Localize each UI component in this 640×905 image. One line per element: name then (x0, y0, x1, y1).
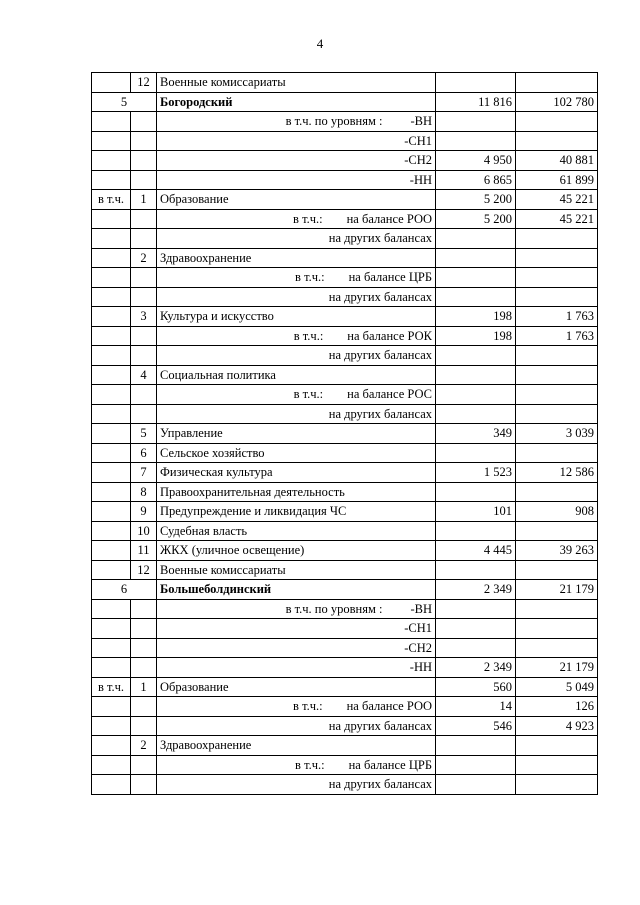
value-cell-2: 45 221 (516, 209, 598, 229)
table-row (92, 248, 598, 268)
item-label-cell: Военные комиссариаты (157, 560, 436, 580)
item-number-cell (131, 775, 157, 795)
value-cell-1: 5 200 (436, 190, 516, 210)
sub-label-text: на балансе РОС (347, 387, 432, 402)
item-number-cell (131, 716, 157, 736)
sub-label-text: на балансе РОК (347, 328, 432, 343)
value-cell-1 (436, 638, 516, 658)
value-cell-1 (436, 73, 516, 93)
value-cell-1: 198 (436, 326, 516, 346)
item-label-cell: Сельское хозяйство (157, 443, 436, 463)
value-cell-2 (516, 482, 598, 502)
prefix-cell (92, 131, 131, 151)
item-number-cell (131, 638, 157, 658)
table-row (92, 619, 598, 639)
prefix-cell (92, 638, 131, 658)
item-number-cell: 5 (131, 424, 157, 444)
value-cell-2: 126 (516, 697, 598, 717)
sub-label-text: на других балансах (328, 406, 432, 421)
prefix-cell (92, 424, 131, 444)
item-number-cell (131, 326, 157, 346)
table-row (92, 697, 598, 717)
item-number-cell (131, 346, 157, 366)
table-row (92, 404, 598, 424)
prefix-cell (92, 502, 131, 522)
sub-label-prefix: в т.ч.: (293, 387, 324, 402)
prefix-cell (92, 541, 131, 561)
table-row (92, 677, 598, 697)
table-row (92, 638, 598, 658)
table-row (92, 424, 598, 444)
value-cell-1: 5 200 (436, 209, 516, 229)
prefix-cell (92, 112, 131, 132)
sub-label-cell (157, 346, 436, 366)
table-row (92, 463, 598, 483)
table-row (92, 658, 598, 678)
table-row (92, 560, 598, 580)
prefix-cell (92, 229, 131, 249)
sub-label-text: -НН (409, 660, 432, 675)
value-cell-2: 21 179 (516, 580, 598, 600)
sub-label-prefix: в т.ч.: (295, 757, 325, 772)
value-cell-1: 101 (436, 502, 516, 522)
sub-label-cell (157, 404, 436, 424)
table-row (92, 736, 598, 756)
value-cell-1 (436, 365, 516, 385)
value-cell-2 (516, 599, 598, 619)
value-cell-1 (436, 346, 516, 366)
table-row (92, 521, 598, 541)
prefix-cell (92, 151, 131, 171)
table-row (92, 541, 598, 561)
value-cell-2 (516, 385, 598, 405)
sub-label-cell (157, 697, 436, 717)
sub-label-text: на балансе ЦРБ (348, 757, 432, 772)
table-row (92, 190, 598, 210)
item-number-cell (131, 112, 157, 132)
item-number-cell: 9 (131, 502, 157, 522)
item-label-cell: Судебная власть (157, 521, 436, 541)
value-cell-1: 546 (436, 716, 516, 736)
prefix-cell (92, 755, 131, 775)
table-row (92, 580, 598, 600)
value-cell-1 (436, 521, 516, 541)
item-label-cell: Здравоохранение (157, 248, 436, 268)
sub-label-text: -СН2 (404, 153, 432, 168)
prefix-cell (92, 307, 131, 327)
item-label-cell: Предупреждение и ликвидация ЧС (157, 502, 436, 522)
value-cell-1: 2 349 (436, 658, 516, 678)
sub-label-text: на других балансах (328, 718, 432, 733)
item-number-cell: 7 (131, 463, 157, 483)
value-cell-2 (516, 287, 598, 307)
value-cell-1: 11 816 (436, 92, 516, 112)
item-label-cell: ЖКХ (уличное освещение) (157, 541, 436, 561)
value-cell-1: 560 (436, 677, 516, 697)
item-number-cell: 11 (131, 541, 157, 561)
value-cell-1 (436, 560, 516, 580)
value-cell-1 (436, 268, 516, 288)
table-row (92, 268, 598, 288)
item-number-cell (131, 658, 157, 678)
table-row (92, 755, 598, 775)
value-cell-1 (436, 287, 516, 307)
value-cell-2 (516, 229, 598, 249)
prefix-cell (92, 736, 131, 756)
item-label-cell: Здравоохранение (157, 736, 436, 756)
item-number-cell: 1 (131, 190, 157, 210)
item-number-cell (131, 170, 157, 190)
value-cell-2 (516, 736, 598, 756)
prefix-cell (92, 619, 131, 639)
sub-label-cell (157, 638, 436, 658)
sub-label-prefix: в т.ч.: (293, 328, 324, 343)
sub-label-cell (157, 209, 436, 229)
value-cell-2 (516, 404, 598, 424)
value-cell-1 (436, 385, 516, 405)
value-cell-2: 102 780 (516, 92, 598, 112)
value-cell-2: 3 039 (516, 424, 598, 444)
sub-label-text: -СН2 (404, 640, 432, 655)
value-cell-2 (516, 346, 598, 366)
prefix-cell (92, 365, 131, 385)
table-row (92, 443, 598, 463)
sub-label-prefix: в т.ч.: (293, 211, 323, 226)
table-row (92, 112, 598, 132)
prefix-cell (92, 560, 131, 580)
item-label-cell: Управление (157, 424, 436, 444)
value-cell-2 (516, 248, 598, 268)
value-cell-1 (436, 755, 516, 775)
value-cell-2: 4 923 (516, 716, 598, 736)
item-label-cell: Физическая культура (157, 463, 436, 483)
prefix-cell (92, 697, 131, 717)
sub-label-text: -ВН (410, 114, 432, 129)
sub-label-cell (157, 619, 436, 639)
value-cell-1: 6 865 (436, 170, 516, 190)
item-number-cell: 4 (131, 365, 157, 385)
value-cell-1: 349 (436, 424, 516, 444)
sub-label-cell (157, 775, 436, 795)
item-number-cell (131, 619, 157, 639)
value-cell-2: 12 586 (516, 463, 598, 483)
sub-label-cell (157, 229, 436, 249)
value-cell-1 (436, 443, 516, 463)
table-row (92, 170, 598, 190)
prefix-cell (92, 482, 131, 502)
district-number-cell: 5 (92, 92, 157, 112)
sub-label-cell (157, 287, 436, 307)
value-cell-2 (516, 443, 598, 463)
table-row (92, 326, 598, 346)
item-number-cell (131, 131, 157, 151)
sub-label-cell (157, 658, 436, 678)
table-row (92, 385, 598, 405)
item-number-cell (131, 151, 157, 171)
table-row (92, 346, 598, 366)
table-row (92, 287, 598, 307)
value-cell-2: 1 763 (516, 326, 598, 346)
value-cell-1 (436, 775, 516, 795)
value-cell-1: 2 349 (436, 580, 516, 600)
item-number-cell (131, 209, 157, 229)
value-cell-2: 908 (516, 502, 598, 522)
prefix-cell (92, 443, 131, 463)
sub-label-cell (157, 151, 436, 171)
value-cell-2 (516, 73, 598, 93)
item-number-cell: 1 (131, 677, 157, 697)
sub-label-text: -НН (409, 172, 432, 187)
value-cell-2 (516, 755, 598, 775)
sub-label-text: на других балансах (328, 348, 432, 363)
sub-label-prefix: в т.ч.: (293, 699, 323, 714)
sub-label-text: -ВН (410, 601, 432, 616)
prefix-cell (92, 775, 131, 795)
value-cell-2: 1 763 (516, 307, 598, 327)
value-cell-1 (436, 736, 516, 756)
table-row (92, 502, 598, 522)
table-row (92, 209, 598, 229)
value-cell-2 (516, 365, 598, 385)
value-cell-2 (516, 112, 598, 132)
item-number-cell (131, 268, 157, 288)
district-name-cell: Богородский (157, 92, 436, 112)
value-cell-1 (436, 112, 516, 132)
sub-label-text: -СН1 (404, 133, 432, 148)
value-cell-1 (436, 404, 516, 424)
sub-label-text: на других балансах (328, 777, 432, 792)
item-label-cell: Культура и искусство (157, 307, 436, 327)
table-row (92, 482, 598, 502)
value-cell-2 (516, 560, 598, 580)
sub-label-cell (157, 131, 436, 151)
page-number: 4 (316, 36, 324, 51)
table-row (92, 365, 598, 385)
prefix-cell (92, 209, 131, 229)
prefix-cell: в т.ч. (92, 190, 131, 210)
value-cell-2 (516, 775, 598, 795)
sub-label-text: на балансе РОО (346, 211, 432, 226)
value-cell-2 (516, 638, 598, 658)
value-cell-2: 5 049 (516, 677, 598, 697)
prefix-cell (92, 716, 131, 736)
value-cell-1 (436, 599, 516, 619)
value-cell-2 (516, 131, 598, 151)
table-row (92, 92, 598, 112)
prefix-cell (92, 385, 131, 405)
item-label-cell: Образование (157, 677, 436, 697)
sub-label-prefix: в т.ч.: (295, 270, 325, 285)
value-cell-2: 39 263 (516, 541, 598, 561)
table-row (92, 307, 598, 327)
value-cell-1 (436, 482, 516, 502)
value-cell-1: 198 (436, 307, 516, 327)
sub-label-text: на балансе ЦРБ (348, 270, 432, 285)
value-cell-2 (516, 268, 598, 288)
sub-label-cell (157, 385, 436, 405)
value-cell-1 (436, 619, 516, 639)
item-number-cell: 6 (131, 443, 157, 463)
prefix-cell (92, 463, 131, 483)
table-row (92, 151, 598, 171)
item-number-cell: 12 (131, 73, 157, 93)
item-label-cell: Военные комиссариаты (157, 73, 436, 93)
value-cell-2: 45 221 (516, 190, 598, 210)
table-row (92, 716, 598, 736)
budget-table-body (92, 73, 598, 795)
item-number-cell (131, 599, 157, 619)
sub-label-cell (157, 268, 436, 288)
sub-label-cell (157, 170, 436, 190)
item-number-cell (131, 697, 157, 717)
value-cell-1: 14 (436, 697, 516, 717)
prefix-cell (92, 170, 131, 190)
table-row (92, 229, 598, 249)
sub-label-text: на балансе РОО (346, 699, 432, 714)
sub-label-cell (157, 326, 436, 346)
value-cell-1: 4 950 (436, 151, 516, 171)
value-cell-2: 40 881 (516, 151, 598, 171)
item-number-cell (131, 385, 157, 405)
sub-label-text: на других балансах (328, 231, 432, 246)
sub-label-text: -СН1 (404, 621, 432, 636)
table-row (92, 131, 598, 151)
value-cell-1 (436, 248, 516, 268)
prefix-cell (92, 73, 131, 93)
sub-label-cell (157, 112, 436, 132)
item-number-cell (131, 229, 157, 249)
item-number-cell: 2 (131, 736, 157, 756)
item-label-cell: Образование (157, 190, 436, 210)
prefix-cell: в т.ч. (92, 677, 131, 697)
sub-label-cell (157, 716, 436, 736)
sub-label-cell (157, 599, 436, 619)
item-number-cell: 2 (131, 248, 157, 268)
item-label-cell: Правоохранительная деятельность (157, 482, 436, 502)
item-number-cell: 12 (131, 560, 157, 580)
prefix-cell (92, 326, 131, 346)
item-number-cell (131, 755, 157, 775)
prefix-cell (92, 287, 131, 307)
prefix-cell (92, 268, 131, 288)
budget-table (91, 72, 598, 795)
item-number-cell: 8 (131, 482, 157, 502)
sub-label-cell (157, 755, 436, 775)
item-number-cell (131, 287, 157, 307)
item-label-cell: Социальная политика (157, 365, 436, 385)
value-cell-2: 61 899 (516, 170, 598, 190)
prefix-cell (92, 248, 131, 268)
table-row (92, 775, 598, 795)
sub-label-prefix: в т.ч. по уровням : (285, 114, 383, 129)
value-cell-1 (436, 131, 516, 151)
prefix-cell (92, 658, 131, 678)
district-name-cell: Большеболдинский (157, 580, 436, 600)
value-cell-2: 21 179 (516, 658, 598, 678)
item-number-cell (131, 404, 157, 424)
prefix-cell (92, 521, 131, 541)
value-cell-1: 4 445 (436, 541, 516, 561)
prefix-cell (92, 599, 131, 619)
table-row (92, 73, 598, 93)
table-row (92, 599, 598, 619)
value-cell-1 (436, 229, 516, 249)
sub-label-text: на других балансах (328, 289, 432, 304)
prefix-cell (92, 404, 131, 424)
value-cell-2 (516, 521, 598, 541)
value-cell-2 (516, 619, 598, 639)
district-number-cell: 6 (92, 580, 157, 600)
item-number-cell: 10 (131, 521, 157, 541)
prefix-cell (92, 346, 131, 366)
sub-label-prefix: в т.ч. по уровням : (285, 601, 383, 616)
value-cell-1: 1 523 (436, 463, 516, 483)
item-number-cell: 3 (131, 307, 157, 327)
